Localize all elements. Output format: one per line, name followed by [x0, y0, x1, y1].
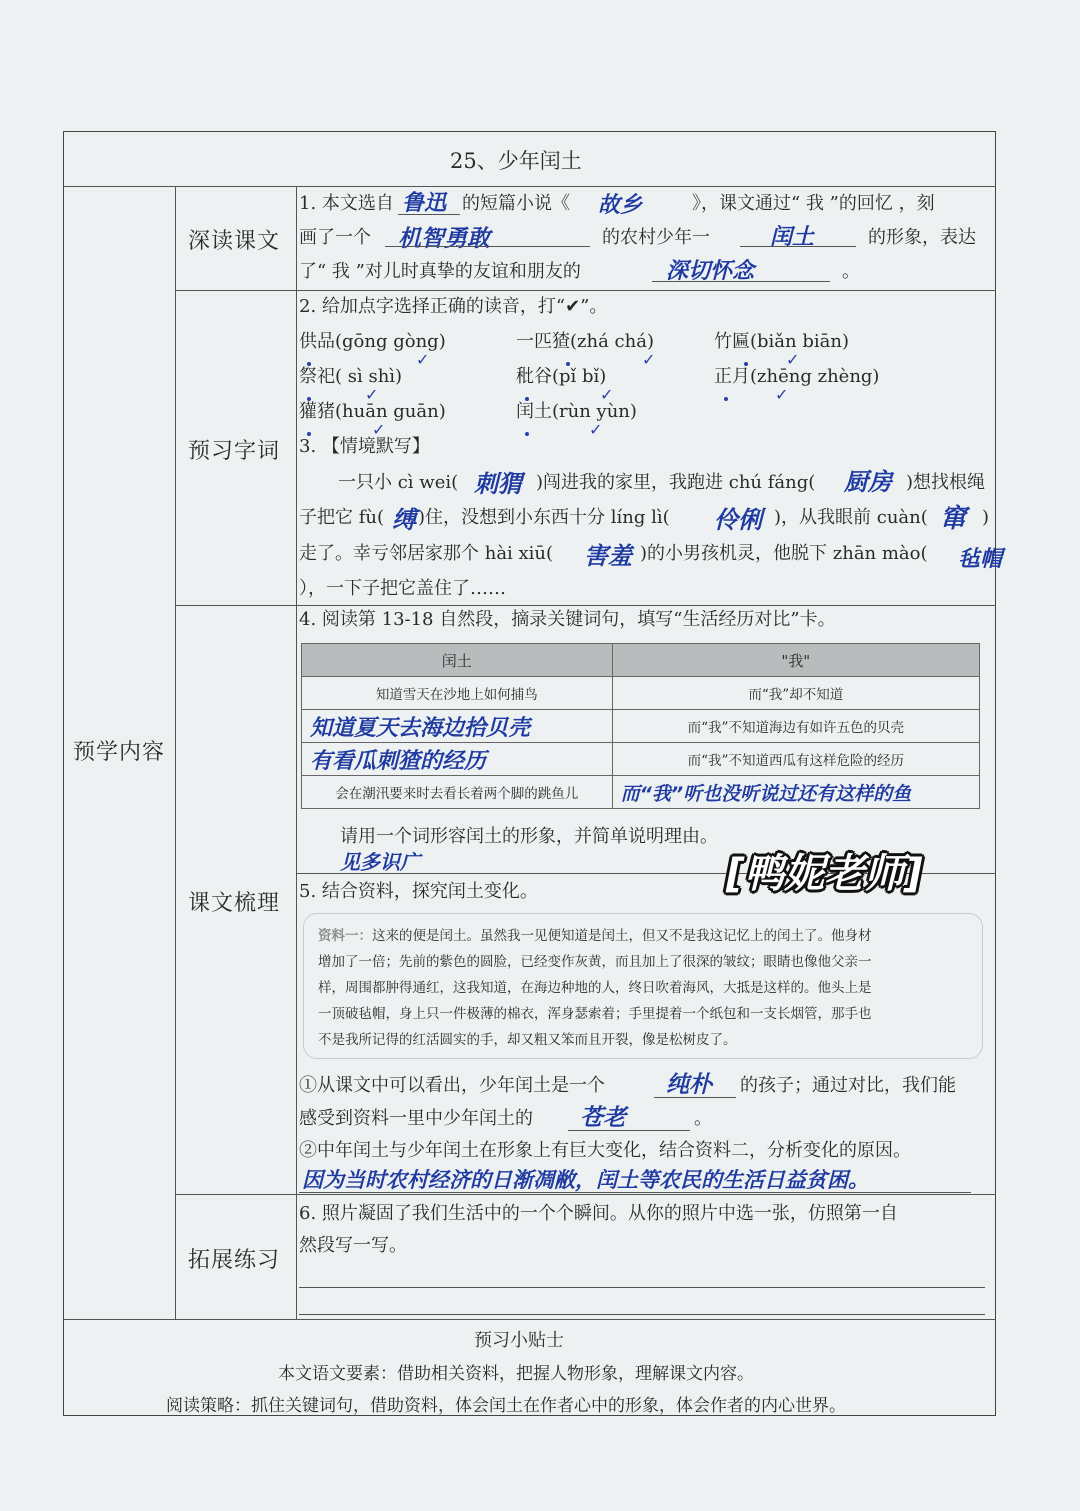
table-header-runtu: 闰土: [302, 644, 613, 677]
table-cell-handwritten: 有看瓜刺猹的经历: [302, 743, 613, 776]
q4-extra-question: 请用一个词形容闰土的形象，并简单说明理由。: [340, 826, 718, 847]
q5-sub1-d: 。: [694, 1108, 712, 1129]
table-cell-handwritten: 而“我”听也没听说过还有这样的鱼: [612, 776, 979, 809]
q5-blank-reason: [299, 1192, 971, 1193]
material-label: 资料一：: [318, 928, 372, 944]
q2-item-3: 竹匾(biǎn biān): [714, 331, 849, 352]
tips-line-2: 阅读策略：抓住关键词句，借助资料，体会闰土在作者心中的形象，体会作者的内心世界。: [166, 1396, 846, 1416]
tick-icon: ✓: [642, 350, 656, 369]
q3-answer-lingli: 伶俐: [714, 506, 762, 534]
section-label-extension: 拓展练习: [188, 1248, 281, 1273]
q2-prompt: 2. 给加点字选择正确的读音，打“✔”。: [299, 296, 608, 317]
q3-answer-cuan: 窜: [940, 504, 967, 534]
q2-item-5: 秕谷(pǐ bǐ): [516, 366, 607, 387]
q1-text-g: 了“ 我 ”对儿时真挚的友谊和朋友的: [299, 261, 581, 282]
comparison-table: [301, 643, 980, 809]
tick-icon: ✓: [589, 420, 603, 439]
q6-writing-line: [299, 1314, 985, 1315]
q2-item-4: 祭祀( sì shì): [299, 366, 403, 387]
q1-text-f: 的形象，表达: [868, 227, 976, 248]
table-row: [302, 776, 980, 809]
material-line: 增加了一倍；先前的紫色的圆脸，已经变作灰黄，而且加上了很深的皱纹；眼睛也像他父亲一: [318, 954, 872, 970]
q1-text-c: 》，课文通过“ 我 ”的回忆 ，刻: [692, 193, 935, 214]
section-label-vocab: 预习字词: [188, 439, 281, 464]
q1-blank-name: [740, 246, 856, 247]
tick-icon: ✓: [600, 385, 614, 404]
table-header-me: "我": [612, 644, 979, 677]
q2-item-8: 闰土(rùn yùn): [516, 401, 637, 422]
q2-item-2: 一匹猹(zhá chá): [516, 331, 654, 352]
q1-text-a: 1. 本文选自: [299, 193, 394, 214]
q1-blank-feeling: [652, 281, 830, 282]
watermark-badge: [鸭妮老师]: [726, 851, 923, 897]
q1-answer-feeling: 深切怀念: [666, 259, 755, 284]
q1-answer-story: 故乡: [598, 193, 643, 218]
q5-answer-reason: 因为当时农村经济的日渐凋敝，闰土等农民的生活日益贫困。: [302, 1168, 869, 1192]
material-line: 样，周围都肿得通红，这我知道，在海边种地的人，终日吹着海风，大抵是这样的。他头上是: [318, 980, 872, 996]
q3-line1-b: )闯进我的家里，我跑进 chú fáng(: [536, 472, 816, 493]
q1-answer-name: 闰土: [770, 225, 815, 250]
q5-blank-2: [568, 1130, 690, 1131]
table-row: [302, 743, 980, 776]
table-cell: 知道雪天在沙地上如何捕鸟: [302, 677, 613, 710]
table-header-row: [302, 644, 980, 677]
table-cell: 而“我”不知道西瓜有这样危险的经历: [612, 743, 979, 776]
q6-writing-line: [299, 1287, 985, 1288]
side-label: 预学内容: [73, 740, 166, 765]
q1-blank-author: [398, 214, 460, 215]
table-cell: 会在潮汛要来时去看长着两个脚的跳鱼儿: [302, 776, 613, 809]
q1-text-e: 的农村少年一: [602, 227, 710, 248]
q5-answer-canglao: 苍老: [580, 1105, 626, 1131]
q5-sub1-c: 感受到资料一里中少年闰土的: [299, 1108, 533, 1129]
q5-sub1-a: ①从课文中可以看出，少年闰土是一个: [299, 1075, 605, 1096]
q6-line1: 6. 照片凝固了我们生活中的一个个瞬间。从你的照片中选一张，仿照第一自: [299, 1203, 898, 1224]
q1-text-d: 画了一个: [299, 227, 371, 248]
material-line: 不是我所记得的红活圆实的手，却又粗又笨而且开裂，像是松树皮了。: [318, 1032, 737, 1048]
tick-icon: ✓: [775, 385, 789, 404]
tick-icon: ✓: [786, 350, 800, 369]
page-title: 25、少年闰土: [450, 149, 582, 173]
q1-text-h: 。: [842, 261, 860, 282]
q5-blank-1: [654, 1097, 736, 1098]
material-line: 一顶破毡帽，身上只一件极薄的棉衣，浑身瑟索着；手里提着一个纸包和一支长烟管，那手也: [318, 1006, 872, 1022]
q3-line2-b: )住，没想到小东西十分 líng lì(: [418, 507, 670, 528]
material-line: [318, 923, 872, 949]
q3-line2-c: )，从我眼前 cuàn(: [774, 507, 928, 528]
q3-answer-chufang: 厨房: [844, 468, 892, 496]
tick-icon: ✓: [365, 385, 379, 404]
table-row: [302, 710, 980, 743]
emphasis-dot: [307, 362, 311, 366]
table-cell: 而“我”却不知道: [612, 677, 979, 710]
q4-prompt: 4. 阅读第 13-18 自然段，摘录关键词句，填写“生活经历对比”卡。: [299, 609, 836, 630]
q3-line3-a: 走了。幸亏邻居家那个 hài xiū(: [299, 543, 554, 564]
emphasis-dot: [744, 362, 748, 366]
q6-line2: 然段写一写。: [299, 1235, 407, 1256]
material-text: 这来的便是闰土。虽然我一见便知道是闰土，但又不是我这记忆上的闰土了。他身材: [372, 928, 872, 944]
emphasis-dot: [566, 362, 570, 366]
q3-line2-d: ): [982, 507, 990, 528]
table-row: [302, 677, 980, 710]
q1-text-b: 的短篇小说《: [462, 193, 570, 214]
q3-answer-ciwei: 刺猬: [474, 470, 522, 498]
q1-answer-author: 鲁迅: [402, 191, 447, 216]
q2-item-1: 供品(gōng gòng): [299, 331, 446, 352]
tips-title: 预习小贴士: [474, 1330, 564, 1351]
q3-line1-c: )想找根绳: [906, 472, 986, 493]
tick-icon: ✓: [416, 350, 430, 369]
row-divider-3: [175, 1194, 996, 1195]
table-cell-handwritten: 知道夏天去海边拾贝壳: [302, 710, 613, 743]
q5-sub2: ②中年闰土与少年闰土在形象上有巨大变化，结合资料二，分析变化的原因。: [299, 1140, 911, 1161]
emphasis-dot: [525, 432, 529, 436]
q3-line1-a: 一只小 cì wei(: [338, 472, 459, 493]
q3-line2-a: 子把它 fù(: [299, 507, 384, 528]
q5-prompt: 5. 结合资料，探究闰土变化。: [299, 881, 538, 902]
q4-extra-answer: 见多识广: [340, 850, 420, 874]
section-label-review: 课文梳理: [188, 891, 281, 916]
tips-line-1: 本文语文要素：借助相关资料，把握人物形象，理解课文内容。: [278, 1364, 754, 1384]
table-cell: 而“我”不知道海边有如许五色的贝壳: [612, 710, 979, 743]
section-label-reading: 深读课文: [188, 229, 281, 254]
tick-icon: ✓: [372, 420, 386, 439]
side-divider: [175, 186, 176, 1319]
q5-sub1-b: 的孩子；通过对比，我们能: [740, 1075, 956, 1096]
emphasis-dot: [724, 397, 728, 401]
q3-line3-b: )的小男孩机灵，他脱下 zhān mào(: [640, 543, 928, 564]
q2-item-6: 正月(zhēng zhèng): [714, 366, 880, 387]
emphasis-dot: [525, 397, 529, 401]
q3-prompt: 3. 【情境默写】: [299, 436, 430, 457]
q5-answer-chunpu: 纯朴: [666, 1072, 712, 1098]
q3-answer-zhanmao: 毡帽: [958, 547, 1003, 572]
q3-answer-fu: 缚: [392, 506, 416, 534]
section-divider: [296, 186, 297, 1319]
emphasis-dot: [307, 397, 311, 401]
tips-divider: [63, 1319, 996, 1320]
q3-answer-haixiu: 害羞: [584, 542, 632, 570]
q3-line4: ），一下子把它盖住了……: [299, 578, 506, 599]
q1-answer-description: 机智勇敢: [398, 226, 490, 252]
q1-blank-description: [385, 246, 590, 247]
q2-item-7: 獾猪(huān guān): [299, 401, 446, 422]
